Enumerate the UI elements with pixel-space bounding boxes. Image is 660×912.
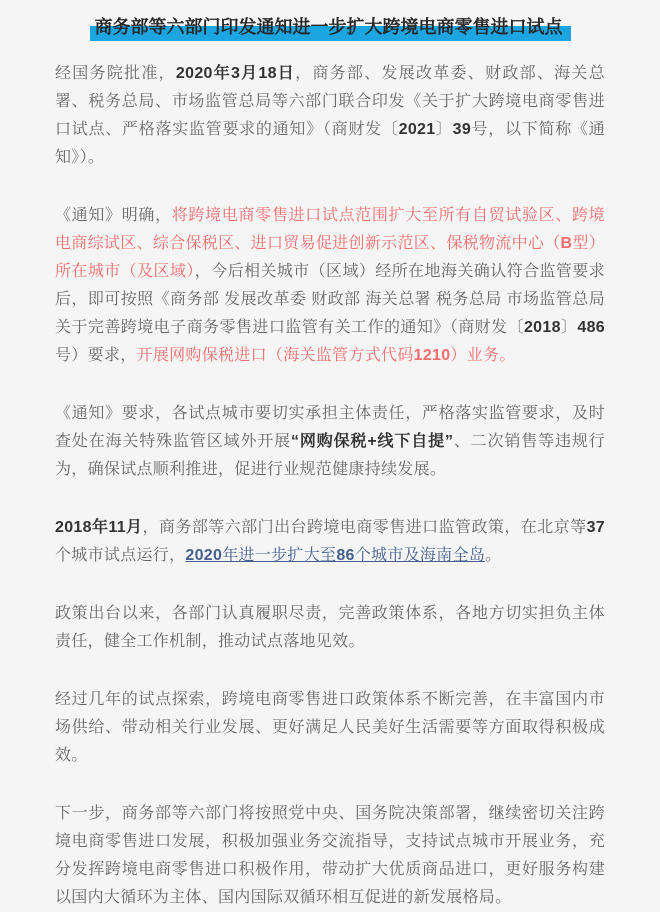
text-run: 。 <box>485 547 502 564</box>
text-run: 经过几年的试点探索，跨境电商零售进口政策体系不断完善，在丰富国内市场供给、带动相关行业发展、更好满足人民美好生活需要等方面取得积极成效。 <box>55 691 605 764</box>
text-run: 〕 <box>560 319 578 336</box>
text-run: 2020年3月18日 <box>175 65 296 82</box>
text-run: 经国务院批准， <box>55 65 176 82</box>
article <box>55 14 605 912</box>
paragraph <box>55 686 605 770</box>
text-run: 2018年11月 <box>55 519 143 536</box>
paragraph <box>55 600 605 656</box>
text-run: 〕 <box>435 121 453 138</box>
text-run: 37 <box>586 519 605 536</box>
text-run: 下一步，商务部等六部门将按照党中央、国务院决策部署，继续密切关注跨境电商零售进口发展，积极加强业务交流指导，支持试点城市开展业务，充分发挥跨境电商零售进口积极作用，带动扩大优质商品进口，更好服务构建以国内大循环为主体、国内国际双循环相互促进的新发展格局。 <box>55 805 605 906</box>
text-run: 型）所在城市（及区域） <box>55 235 605 280</box>
text-run: 1210 <box>413 347 451 364</box>
text-run: 《通知》明确， <box>55 207 172 224</box>
text-run: 开展网购保税进口（海关监管方式代码 <box>136 347 414 364</box>
text-run: 号）要求， <box>55 347 137 364</box>
text-run: 486 <box>577 319 605 336</box>
text-run: 号，以下简称《通知》）。 <box>55 121 605 166</box>
text-run: 39 <box>452 121 472 138</box>
text-run: ，商务部、发展改革委、财政部、海关总署、税务总局、市场监管总局等六部门联合印发《关于扩大跨境电商零售进口试点、严格落实监管要求的通知》（商财发〔 <box>55 65 606 138</box>
text-run: 2021 <box>398 121 436 138</box>
page-title <box>55 14 605 40</box>
text-run: ，今后相关城市（区域）经所在地海关确认符合监管要求后，即可按照《商务部 发展改革委 财政部 海关总署 税务总局 市场监管总局关于完善跨境电子商务零售进口监管有关工作的通知》（商财发〔 <box>55 263 605 336</box>
text-run: 政策出台以来，各部门认真履职尽责，完善政策体系，各地方切实担负主体责任，健全工作机制，推动试点落地见效。 <box>55 605 605 650</box>
paragraph <box>55 514 605 570</box>
inline-link[interactable]: 年进一步扩大至 <box>222 547 337 564</box>
paragraph <box>55 202 605 370</box>
paragraph <box>55 400 605 484</box>
article-body <box>55 60 605 912</box>
text-run: ，商务部等六部门出台跨境电商零售进口监管政策，在北京等 <box>142 519 587 536</box>
paragraph <box>55 60 605 172</box>
text-run: “网购保税+线下自提” <box>291 433 454 450</box>
text-run: 《通知》要求，各试点城市要切实承担主体责任，严格落实监管要求，及时查处在海关特殊监管区域外开展 <box>55 405 605 450</box>
inline-link[interactable]: 2020 <box>185 547 223 564</box>
text-run: 2018 <box>523 319 561 336</box>
inline-link[interactable]: 个城市及海南全岛 <box>354 547 486 564</box>
text-run: ）业务。 <box>450 347 516 364</box>
text-run: 、二次销售等违规行为，确保试点顺利推进，促进行业规范健康持续发展。 <box>55 433 605 478</box>
text-run: B <box>560 235 573 252</box>
page-title-highlight: 商务部等六部门印发通知进一步扩大跨境电商零售进口试点 <box>90 16 571 41</box>
paragraph <box>55 800 605 912</box>
text-run: 将跨境电商零售进口试点范围扩大至所有自贸试验区、跨境电商综试区、综合保税区、进口贸易促进创新示范区、保税物流中心（ <box>55 207 605 252</box>
inline-link[interactable]: 86 <box>336 547 355 564</box>
text-run: 个城市试点运行， <box>55 547 186 564</box>
